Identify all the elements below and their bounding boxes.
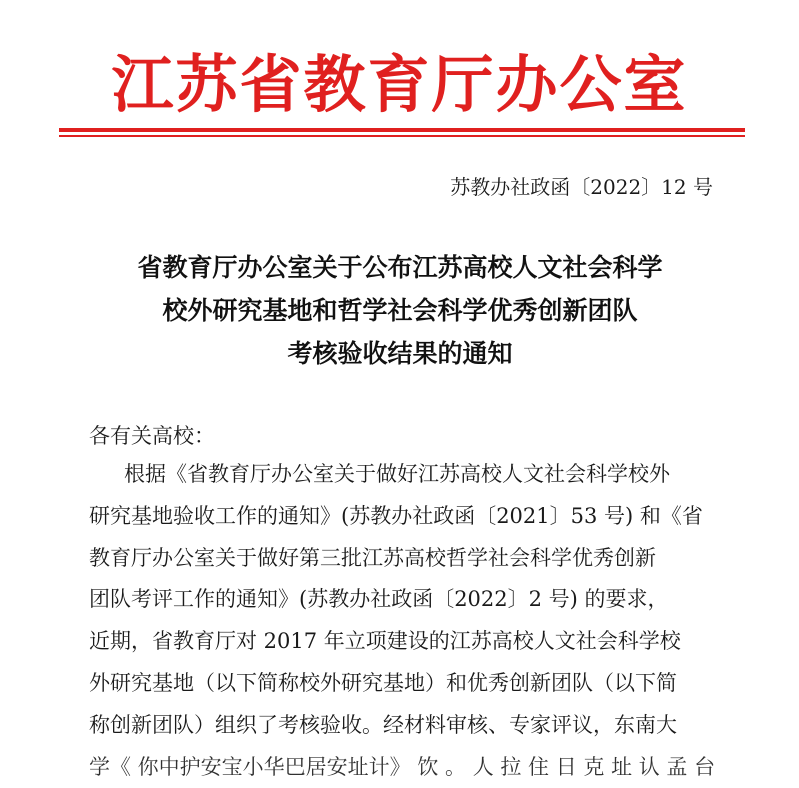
body-line-8-partial: 学《 你中护安宝小华巴居安址计》 饮 。 人 拉 住 日 克 址 认 孟 台: [89, 754, 716, 779]
body-line-5: 近期，省教育厅对 2017 年立项建设的江苏高校人文社会科学校: [89, 629, 681, 654]
document-number: 苏教办社政函〔2022〕12 号: [450, 175, 713, 199]
body-line-3: 教育厅办公室关于做好第三批江苏高校哲学社会科学优秀创新: [89, 545, 656, 570]
body-line-2: 研究基地验收工作的通知》(苏教办社政函〔2021〕53 号) 和《省: [89, 503, 703, 528]
header-rule-thin: [59, 135, 745, 137]
body-paragraph: [89, 454, 729, 779]
title-line-1: 省教育厅办公室关于公布江苏高校人文社会科学: [137, 253, 663, 282]
title-line-3: 考核验收结果的通知: [287, 339, 513, 368]
body-line-4: 团队考评工作的通知》(苏教办社政函〔2022〕2 号) 的要求，: [89, 587, 669, 612]
header-rule-thick: [59, 128, 745, 132]
title-line-2: 校外研究基地和哲学社会科学优秀创新团队: [162, 296, 638, 325]
body-line-1: 根据《省教育厅办公室关于做好江苏高校人文社会科学校外: [124, 462, 670, 486]
body-line-7: 称创新团队）组织了考核验收。经材料审核、专家评议，东南大: [89, 712, 677, 737]
salutation: 各有关高校：: [89, 424, 215, 448]
issuing-organization: 江苏省教育厅办公室: [111, 48, 688, 121]
document-title: [60, 246, 740, 375]
body-line-6: 外研究基地（以下简称校外研究基地）和优秀创新团队（以下简: [89, 670, 677, 695]
